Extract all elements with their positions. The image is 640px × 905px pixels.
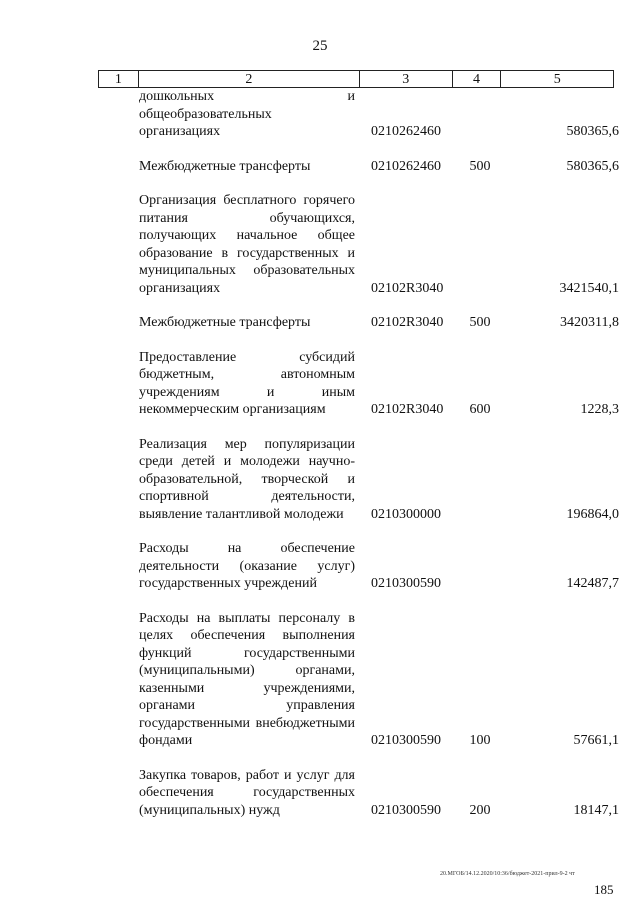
row-amount: 18147,1 <box>573 802 619 818</box>
row-amount: 1228,3 <box>580 402 619 417</box>
row-code: 02102R3040 <box>371 315 444 330</box>
row-code: 0210300000 <box>371 506 441 522</box>
row-expense-type: 100 <box>469 733 491 748</box>
column-header-4: 4 <box>453 71 502 87</box>
budget-table-body <box>139 88 619 819</box>
table-row <box>139 158 619 176</box>
row-amount: 142487,7 <box>566 576 619 591</box>
column-header-5: 5 <box>553 72 561 87</box>
table-row <box>139 436 619 524</box>
table-row <box>139 192 619 297</box>
table-row <box>139 767 619 820</box>
row-description: Расходы на выплаты персоналу в целях обеспечения выполнения функций государственными (муниципальными) органами, казенными учреждениями, органами управления государственными внебюджетными фондами <box>139 610 355 748</box>
row-description: Предоставление субсидий бюджетным, автономным учреждениям и иным некоммерческим организациям <box>139 349 355 417</box>
row-code: 0210262460 <box>371 158 441 174</box>
row-code: 0210262460 <box>371 124 441 139</box>
row-amount: 196864,0 <box>566 506 619 522</box>
row-description: Организация бесплатного горячего питания обучающихся, получающих начальное общее образование в государственных и муниципальных образовательных организациях <box>139 193 355 296</box>
row-expense-type: 500 <box>469 158 491 174</box>
row-description: Расходы на обеспечение деятельности (оказание услуг) государственных учреждений <box>139 541 355 591</box>
table-row <box>139 349 619 419</box>
row-expense-type: 600 <box>469 402 491 417</box>
column-header-2: 2 <box>139 71 360 87</box>
row-code: 0210300590 <box>371 733 441 748</box>
row-description: Межбюджетные трансферты <box>139 158 311 174</box>
row-amount: 3420311,8 <box>560 315 619 330</box>
row-code: 0210300590 <box>371 802 441 818</box>
row-amount: 57661,1 <box>573 733 619 748</box>
column-header-1: 1 <box>99 71 139 87</box>
row-expense-type: 200 <box>469 802 491 818</box>
row-description: дошкольных и общеобразовательных организациях <box>139 89 355 139</box>
table-header <box>98 70 614 88</box>
table-row <box>139 610 619 750</box>
row-code: 02102R3040 <box>371 402 444 417</box>
column-header-3: 3 <box>360 71 453 87</box>
row-code: 02102R3040 <box>371 280 444 296</box>
row-description: Реализация мер популяризации среди детей и молодежи научно-образовательной, творческой и спортивной деятельности, выявление талантливой молодежи <box>139 436 355 522</box>
row-expense-type: 500 <box>469 315 491 330</box>
footer-page-number: 185 <box>594 882 614 897</box>
row-amount: 3421540,1 <box>559 280 619 296</box>
page-number: 25 <box>312 38 328 54</box>
footer-file-note: 20.МГОБ/14.12.2020/10:36/бюджет-2021-прил-9-2 чт <box>440 871 575 877</box>
row-description: Закупка товаров, работ и услуг для обеспечения государственных (муниципальных) нужд <box>139 767 355 818</box>
row-description: Межбюджетные трансферты <box>139 315 311 330</box>
row-amount: 580365,6 <box>566 158 619 174</box>
table-row <box>139 540 619 593</box>
row-code: 0210300590 <box>371 576 441 591</box>
table-row <box>139 88 619 141</box>
row-amount: 580365,6 <box>566 124 619 139</box>
table-row <box>139 314 619 332</box>
